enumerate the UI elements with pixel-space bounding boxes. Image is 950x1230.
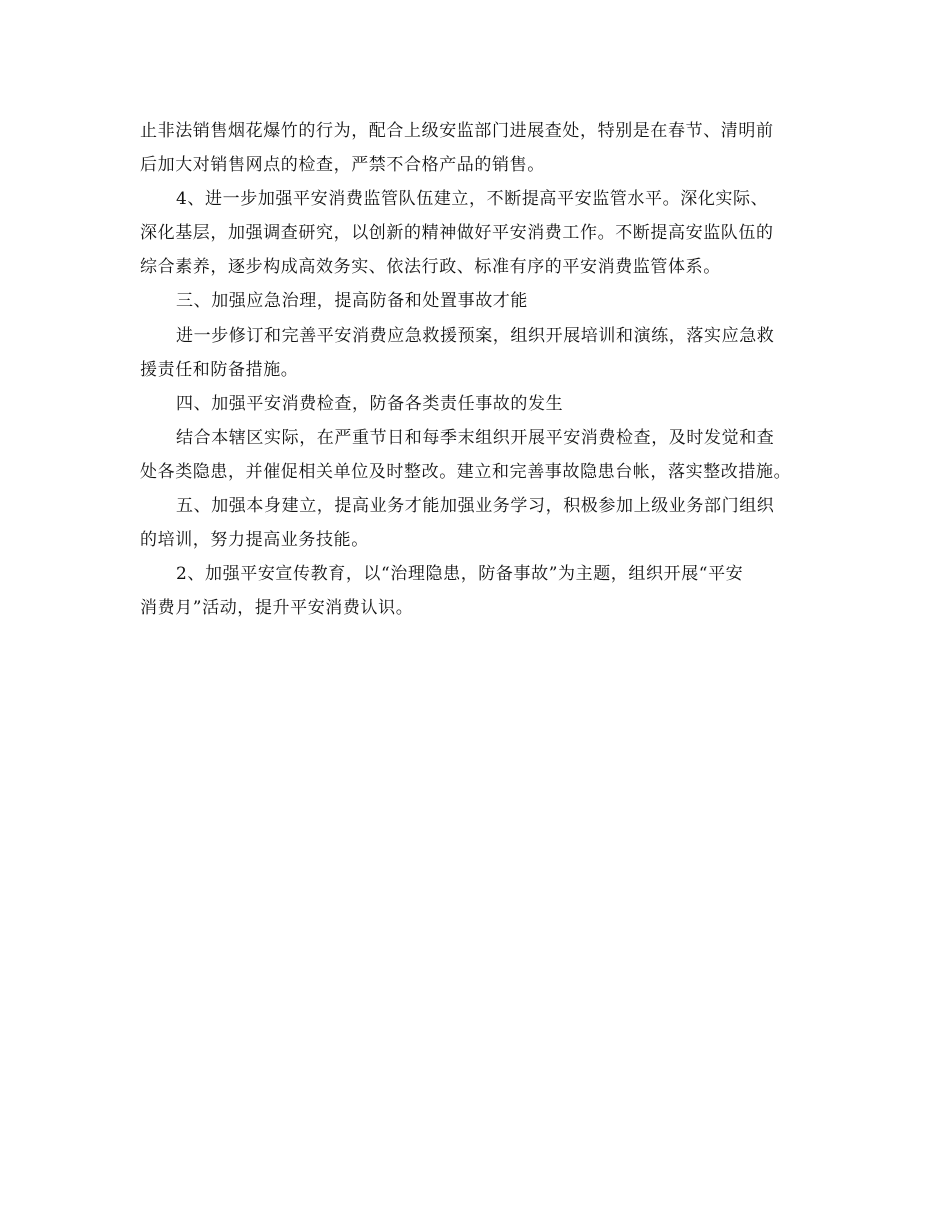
section-heading-4 — [140, 387, 820, 421]
text-line: 四、加强平安消费检查，防备各类责任事故的发生 — [176, 393, 564, 414]
paragraph-1 — [140, 114, 820, 182]
text-line: 三、加强应急治理，提高防备和处置事故才能 — [176, 291, 528, 312]
text-line: 结合本辖区实际，在严重节日和每季末组织开展平安消费检查，及时发觉和查 — [176, 427, 775, 448]
text-line: 深化基层，加强调查研究，以创新的精神做好平安消费工作。不断提高安监队伍的 — [140, 223, 774, 244]
text-line: 4、进一步加强平安消费监管队伍建立，不断提高平安监管水平。深化实际、 — [176, 189, 769, 210]
text-line: 消费月”活动，提升平安消费认识。 — [140, 598, 414, 619]
paragraph-6 — [140, 421, 820, 489]
text-line: 处各类隐患，并催促相关单位及时整改。建立和完善事故隐患台帐，落实整改措施。 — [140, 461, 792, 482]
text-line: 后加大对销售网点的检查，严禁不合格产品的销售。 — [140, 155, 545, 176]
text-line: 的培训，努力提高业务技能。 — [140, 530, 369, 551]
text-line: 援责任和防备措施。 — [140, 359, 299, 380]
document-body — [140, 114, 820, 625]
text-line: 2、加强平安宣传教育，以“治理隐患，防备事故”为主题，组织开展“平安 — [176, 564, 744, 585]
text-line: 五、加强本身建立，提高业务才能加强业务学习，积极参加上级业务部门组织 — [176, 496, 775, 517]
text-line: 止非法销售烟花爆竹的行为，配合上级安监部门进展查处，特别是在春节、清明前 — [140, 121, 774, 141]
text-line: 进一步修订和完善平安消费应急救援预案，组织开展培训和演练，落实应急救 — [176, 325, 775, 346]
paragraph-2 — [140, 182, 820, 284]
paragraph-8 — [140, 557, 820, 625]
section-heading-5 — [140, 489, 820, 557]
section-heading-3 — [140, 284, 820, 318]
paragraph-4 — [140, 319, 820, 387]
text-line: 综合素养，逐步构成高效务实、依法行政、标准有序的平安消费监管体系。 — [140, 257, 721, 278]
